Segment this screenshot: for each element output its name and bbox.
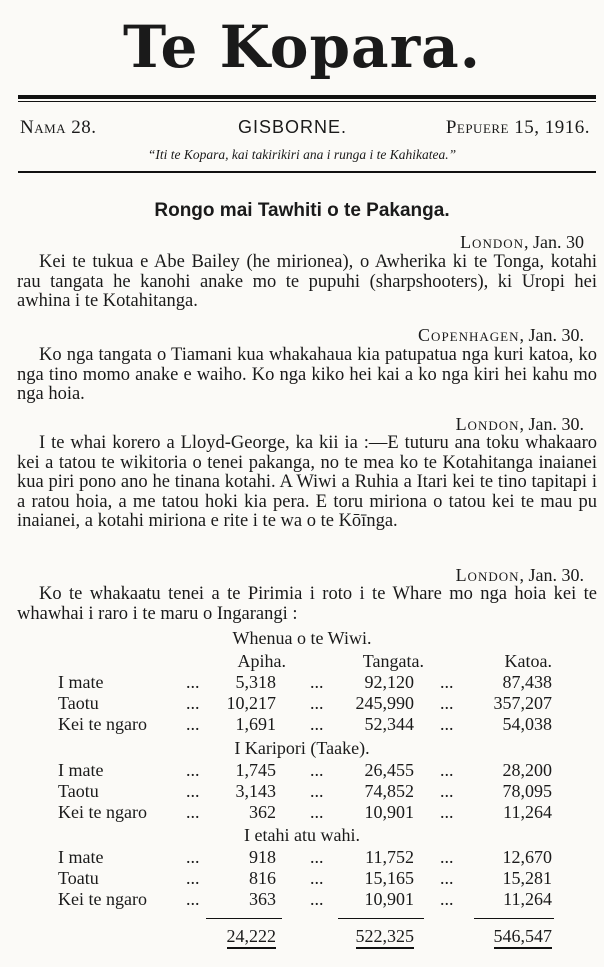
- news-paragraph: Kei te tukua e Abe Bailey (he mirionea), o Awherika ki te Tonga, kotahi rau tangata he kanohi anake mo te pupuhi (sharpshooters), ki Uropi hei awhina i te Kotahitanga.: [17, 252, 597, 311]
- leader-dots: ...: [440, 693, 454, 713]
- dateline-date: , Jan. 30.: [519, 565, 584, 585]
- row-label: Kei te ngaro: [58, 802, 147, 822]
- leader-dots: ...: [186, 802, 200, 822]
- leader-dots: ...: [310, 802, 324, 822]
- issue-place: GISBORNE.: [238, 117, 348, 137]
- cell-apiha: 362: [249, 802, 276, 822]
- leader-dots: ...: [310, 672, 324, 692]
- cell-tangata: 92,120: [364, 672, 414, 692]
- leader-dots: ...: [310, 781, 324, 801]
- news-paragraph: I te whai korero a Lloyd-George, ka kii ia :—E tuturu ana toku whakaaro kei a tatou te wikitoria o tenei pakanga, no te mea ko te Kotahitanga inaianei kua piri pono ano he tinana kotahi. A Wiwi a Ruhia a Itari kei te tino tapitapi i a ratou hoia, a me tatou hoki kia pera. E toru miriona o tatou kei te mau pu inaianei, a kotahi miriona e rite i te wa o te Kōīnga.: [17, 433, 597, 531]
- table-section-heading: I Karipori (Taake).: [234, 738, 370, 758]
- sum-rule: [338, 918, 424, 919]
- cell-apiha: 363: [249, 889, 276, 909]
- dateline: [456, 565, 584, 585]
- leader-dots: ...: [310, 868, 324, 888]
- table-row: [0, 714, 604, 734]
- cell-apiha: 816: [249, 868, 276, 888]
- leader-dots: ...: [440, 760, 454, 780]
- cell-apiha: 1,691: [235, 714, 276, 734]
- cell-katoa: 11,264: [503, 889, 552, 909]
- row-label: Taotu: [58, 693, 99, 713]
- dateline-date: , Jan. 30.: [519, 325, 584, 345]
- row-label: I mate: [58, 760, 104, 780]
- total-katoa: 546,547: [494, 926, 553, 949]
- table-section-heading: Whenua o te Wiwi.: [232, 628, 372, 648]
- dateline-place: London: [455, 565, 520, 585]
- cell-apiha: 1,745: [235, 760, 276, 780]
- totals-row: [0, 926, 604, 946]
- row-label: Taotu: [58, 781, 99, 801]
- cell-apiha: 3,143: [235, 781, 276, 801]
- leader-dots: ...: [186, 760, 200, 780]
- leader-dots: ...: [186, 847, 200, 867]
- issue-number: Nama 28.: [20, 117, 97, 138]
- table-row: [0, 672, 604, 692]
- masthead-rule: [18, 95, 596, 99]
- table-row: [0, 693, 604, 713]
- leader-dots: ...: [186, 781, 200, 801]
- leader-dots: ...: [310, 889, 324, 909]
- table-row: [0, 781, 604, 801]
- row-label: Toatu: [58, 868, 99, 888]
- leader-dots: ...: [440, 714, 454, 734]
- dateline-date: , Jan. 30: [524, 232, 584, 252]
- header-bottom-rule: [18, 171, 596, 173]
- cell-katoa: 78,095: [502, 781, 552, 801]
- cell-apiha: 5,318: [235, 672, 276, 692]
- leader-dots: ...: [440, 781, 454, 801]
- leader-dots: ...: [186, 889, 200, 909]
- article-headline: Rongo mai Tawhiti o te Pakanga.: [154, 200, 450, 221]
- dateline-place: Copenhagen: [418, 325, 520, 345]
- leader-dots: ...: [440, 868, 454, 888]
- table-row: [0, 760, 604, 780]
- column-header: Apiha.: [237, 651, 286, 671]
- cell-katoa: 28,200: [502, 760, 552, 780]
- total-tangata: 522,325: [356, 926, 415, 949]
- cell-tangata: 15,165: [364, 868, 414, 888]
- news-paragraph: Ko te whakaatu tenei a te Pirimia i roto i te Whare mo nga hoia kei te whawhai i raro i te maru o Ingarangi :: [17, 584, 597, 624]
- cell-katoa: 357,207: [493, 693, 552, 713]
- cell-tangata: 10,901: [364, 802, 414, 822]
- sum-rule: [474, 918, 554, 919]
- table-row: [0, 802, 604, 822]
- table-row: [0, 868, 604, 888]
- table-row: [0, 847, 604, 867]
- dateline: [460, 232, 584, 252]
- leader-dots: ...: [440, 802, 454, 822]
- cell-apiha: 918: [249, 847, 276, 867]
- dateline-date: , Jan. 30.: [519, 414, 584, 434]
- column-header: Katoa.: [504, 651, 552, 671]
- leader-dots: ...: [440, 672, 454, 692]
- cell-katoa: 15,281: [502, 868, 552, 888]
- leader-dots: ...: [310, 693, 324, 713]
- leader-dots: ...: [310, 760, 324, 780]
- leader-dots: ...: [440, 889, 454, 909]
- cell-tangata: 26,455: [364, 760, 414, 780]
- dateline: [456, 414, 584, 434]
- table-section-heading: I etahi atu wahi.: [244, 825, 360, 845]
- cell-apiha: 10,217: [226, 693, 276, 713]
- leader-dots: ...: [310, 847, 324, 867]
- cell-tangata: 11,752: [365, 847, 414, 867]
- news-paragraph: Ko nga tangata o Tiamani kua whakahaua kia patupatua nga kuri katoa, ko nga tino momo anake e waiho. Ko nga kiko hei kai a ko nga kiri hei kahu mo nga hoia.: [17, 345, 597, 404]
- cell-katoa: 12,670: [502, 847, 552, 867]
- masthead-rule-thin: [18, 101, 596, 102]
- leader-dots: ...: [186, 693, 200, 713]
- sum-rule: [206, 918, 282, 919]
- dateline: [418, 325, 584, 345]
- leader-dots: ...: [186, 714, 200, 734]
- table-row: [0, 889, 604, 909]
- dateline-place: London: [455, 414, 520, 434]
- row-label: Kei te ngaro: [58, 714, 147, 734]
- row-label: I mate: [58, 847, 104, 867]
- row-label: Kei te ngaro: [58, 889, 147, 909]
- motto: “Iti te Kopara, kai takirikiri ana i runga i te Kahikatea.”: [147, 147, 457, 162]
- leader-dots: ...: [186, 868, 200, 888]
- leader-dots: ...: [186, 672, 200, 692]
- cell-katoa: 11,264: [503, 802, 552, 822]
- dateline-place: London: [460, 232, 524, 252]
- total-apiha: 24,222: [227, 926, 277, 949]
- table-header-row: [0, 651, 604, 671]
- leader-dots: ...: [440, 847, 454, 867]
- cell-tangata: 52,344: [364, 714, 414, 734]
- masthead-title: Te Kopara.: [123, 13, 481, 81]
- cell-tangata: 74,852: [364, 781, 414, 801]
- leader-dots: ...: [310, 714, 324, 734]
- cell-tangata: 245,990: [355, 693, 414, 713]
- cell-katoa: 54,038: [502, 714, 552, 734]
- cell-tangata: 10,901: [364, 889, 414, 909]
- issue-date: Pepuere 15, 1916.: [445, 117, 590, 138]
- row-label: I mate: [58, 672, 104, 692]
- column-header: Tangata.: [362, 651, 424, 671]
- cell-katoa: 87,438: [502, 672, 552, 692]
